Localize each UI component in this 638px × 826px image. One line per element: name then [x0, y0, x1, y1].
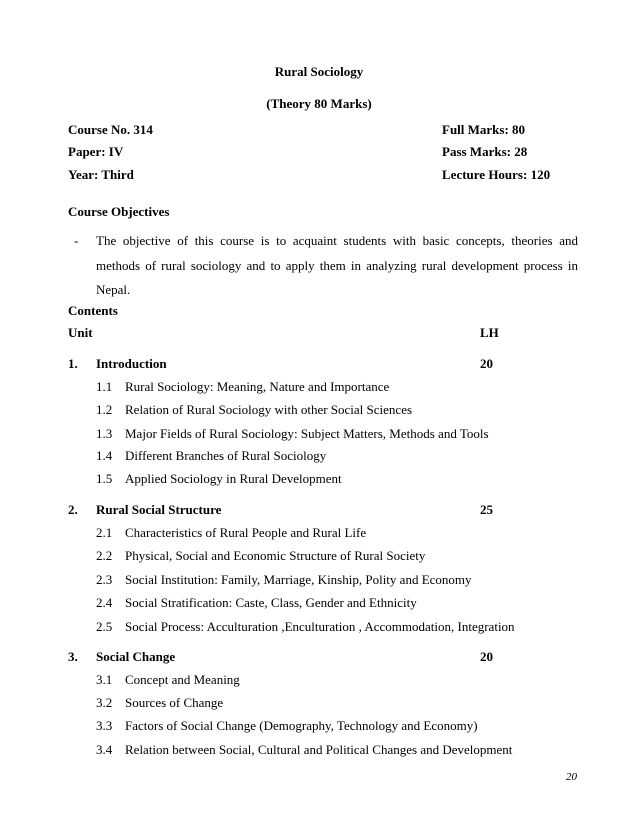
subtopic-text: Relation between Social, Cultural and Political Changes and Development — [125, 742, 513, 757]
subtopic-number: 2.4 — [96, 595, 113, 610]
unit-lecture-hours: 20 — [480, 356, 493, 371]
unit-number: 1. — [68, 356, 78, 371]
course-number: Course No. 314 — [68, 122, 153, 137]
subtopic-number: 1.2 — [96, 402, 113, 417]
unit-number: 2. — [68, 502, 78, 517]
subtopic-text: Sources of Change — [125, 695, 224, 710]
unit-title: Rural Social Structure — [96, 502, 222, 517]
objectives-paragraph: The objective of this course is to acquaint students with basic concepts, theories and methods of rural sociology and to apply them in analyzing rural development process in Nepal. — [96, 233, 578, 298]
contents-heading: Contents — [68, 303, 118, 318]
subtopic-number: 2.5 — [96, 619, 113, 634]
paper: Paper: IV — [68, 144, 124, 159]
year: Year: Third — [68, 167, 134, 182]
course-subtitle: (Theory 80 Marks) — [266, 96, 372, 111]
lh-column-header: LH — [480, 325, 499, 340]
unit-lecture-hours: 25 — [480, 502, 493, 517]
subtopic-text: Social Institution: Family, Marriage, Kinship, Polity and Economy — [125, 572, 472, 587]
objectives-heading: Course Objectives — [68, 204, 170, 219]
unit-title: Introduction — [96, 356, 167, 371]
course-title: Rural Sociology — [274, 64, 364, 79]
page-number: 20 — [566, 771, 577, 783]
subtopic-text: Applied Sociology in Rural Development — [125, 471, 342, 486]
subtopic-text: Social Process: Acculturation ,Enculturation , Accommodation, Integration — [125, 619, 515, 634]
subtopic-text: Different Branches of Rural Sociology — [125, 448, 327, 463]
subtopic-number: 1.5 — [96, 471, 113, 486]
subtopic-text: Physical, Social and Economic Structure of Rural Society — [125, 548, 426, 563]
subtopic-text: Factors of Social Change (Demography, Technology and Economy) — [125, 718, 478, 733]
unit-column-header: Unit — [68, 325, 93, 340]
pass-marks: Pass Marks: 28 — [442, 144, 528, 159]
subtopic-text: Characteristics of Rural People and Rural Life — [125, 525, 367, 540]
subtopic-number: 3.3 — [96, 718, 113, 733]
subtopic-text: Rural Sociology: Meaning, Nature and Importance — [125, 379, 390, 394]
subtopic-text: Major Fields of Rural Sociology: Subject Matters, Methods and Tools — [125, 426, 489, 441]
subtopic-number: 2.2 — [96, 548, 113, 563]
subtopic-number: 3.1 — [96, 672, 113, 687]
subtopic-text: Relation of Rural Sociology with other Social Sciences — [125, 402, 413, 417]
objective-bullet: - — [74, 233, 79, 248]
subtopic-number: 1.4 — [96, 448, 113, 463]
subtopic-number: 3.2 — [96, 695, 113, 710]
subtopic-number: 2.3 — [96, 572, 113, 587]
full-marks: Full Marks: 80 — [442, 122, 526, 137]
subtopic-number: 3.4 — [96, 742, 113, 757]
unit-number: 3. — [68, 649, 78, 664]
subtopic-text: Concept and Meaning — [125, 672, 240, 687]
unit-lecture-hours: 20 — [480, 649, 493, 664]
lecture-hours: Lecture Hours: 120 — [442, 167, 551, 182]
subtopic-number: 1.3 — [96, 426, 113, 441]
subtopic-text: Social Stratification: Caste, Class, Gender and Ethnicity — [125, 595, 417, 610]
subtopic-number: 2.1 — [96, 525, 113, 540]
subtopic-number: 1.1 — [96, 379, 113, 394]
unit-title: Social Change — [96, 649, 176, 664]
